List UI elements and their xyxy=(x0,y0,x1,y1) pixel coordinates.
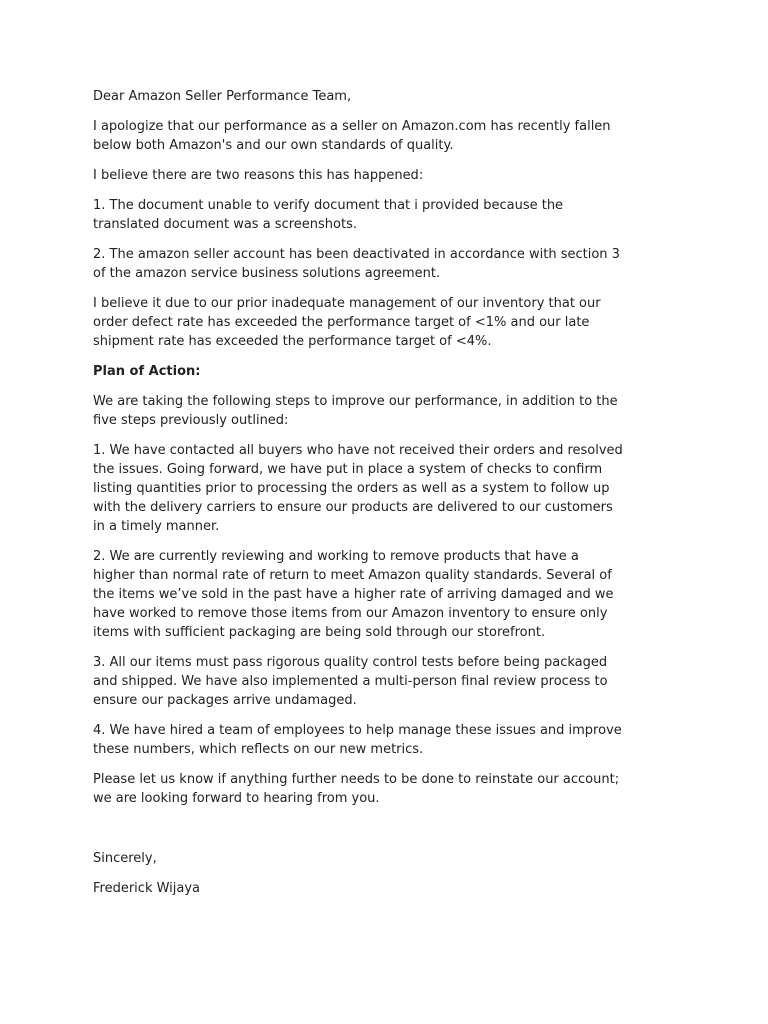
text-line: I apologize that our performance as a seller on Amazon.com has recently fallen xyxy=(93,119,611,134)
text-line: 3. All our items must pass rigorous quality control tests before being packaged xyxy=(93,655,608,670)
step-1 xyxy=(93,441,623,536)
text-line: 1. The document unable to verify document that i provided because the xyxy=(93,198,564,213)
belief-paragraph xyxy=(93,294,623,351)
text-line: 2. We are currently reviewing and working to remove products that have a xyxy=(93,549,579,564)
text-line: translated document was a screenshots. xyxy=(93,217,357,232)
signature-text: Frederick Wijaya xyxy=(93,881,201,896)
text-line: and shipped. We have also implemented a multi-person final review process to xyxy=(93,674,608,689)
text-line: of the amazon service business solutions agreement. xyxy=(93,266,441,281)
text-line: have worked to remove those items from our Amazon inventory to ensure only xyxy=(93,606,608,621)
signature xyxy=(93,879,623,898)
text-line: I believe it due to our prior inadequate management of our inventory that our xyxy=(93,296,601,311)
reason-1 xyxy=(93,196,623,234)
text-line: 1. We have contacted all buyers who have not received their orders and resolved xyxy=(93,443,623,458)
text-line: the items we’ve sold in the past have a higher rate of arriving damaged and we xyxy=(93,587,614,602)
reason-2 xyxy=(93,245,623,283)
reasons-intro xyxy=(93,166,623,185)
closing-paragraph xyxy=(93,770,623,808)
text-line: with the delivery carriers to ensure our products are delivered to our customers xyxy=(93,500,613,515)
step-2 xyxy=(93,547,623,642)
salutation xyxy=(93,87,623,106)
text-line: We are taking the following steps to improve our performance, in addition to the xyxy=(93,394,618,409)
letter xyxy=(93,87,623,909)
reasons-intro-text: I believe there are two reasons this has happened: xyxy=(93,168,424,183)
intro-paragraph xyxy=(93,117,623,155)
text-line: these numbers, which reflects on our new metrics. xyxy=(93,742,424,757)
text-line: in a timely manner. xyxy=(93,519,220,534)
text-line: 4. We have hired a team of employees to help manage these issues and improve xyxy=(93,723,622,738)
step-3 xyxy=(93,653,623,710)
text-line: 2. The amazon seller account has been deactivated in accordance with section 3 xyxy=(93,247,620,262)
text-line: Please let us know if anything further needs to be done to reinstate our account; xyxy=(93,772,620,787)
text-line: shipment rate has exceeded the performance target of <4%. xyxy=(93,334,492,349)
plan-intro xyxy=(93,392,623,430)
text-line: order defect rate has exceeded the performance target of <1% and our late xyxy=(93,315,590,330)
spacer xyxy=(93,819,623,849)
signoff-text: Sincerely, xyxy=(93,851,157,866)
text-line: the issues. Going forward, we have put in place a system of checks to confirm xyxy=(93,462,603,477)
step-4 xyxy=(93,721,623,759)
signoff xyxy=(93,849,623,868)
text-line: listing quantities prior to processing the orders as well as a system to follow up xyxy=(93,481,610,496)
text-line: we are looking forward to hearing from you. xyxy=(93,791,380,806)
text-line: ensure our packages arrive undamaged. xyxy=(93,693,357,708)
plan-heading xyxy=(93,362,623,381)
text-line: items with sufficient packaging are being sold through our storefront. xyxy=(93,625,546,640)
text-line: below both Amazon's and our own standards of quality. xyxy=(93,138,454,153)
text-line: five steps previously outlined: xyxy=(93,413,289,428)
salutation-text: Dear Amazon Seller Performance Team, xyxy=(93,89,352,104)
plan-heading-text: Plan of Action: xyxy=(93,364,201,379)
text-line: higher than normal rate of return to meet Amazon quality standards. Several of xyxy=(93,568,612,583)
